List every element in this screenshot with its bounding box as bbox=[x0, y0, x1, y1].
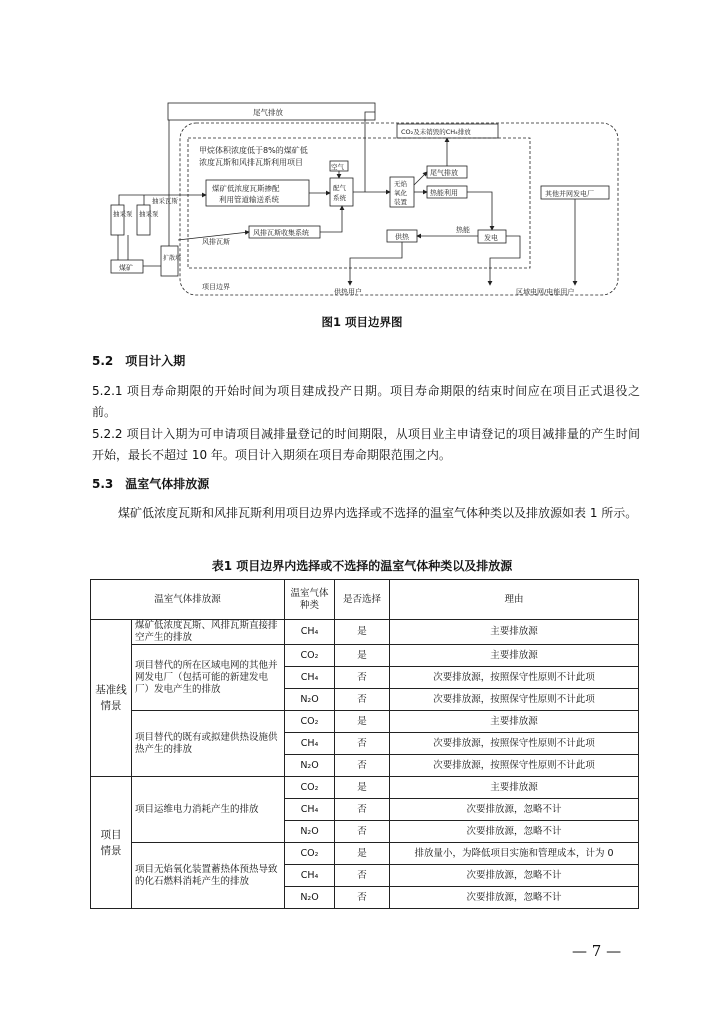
project-scenario-cell: 项目 情景 bbox=[91, 777, 132, 909]
mixing-label-2: 系统 bbox=[333, 194, 346, 202]
header-reason: 理由 bbox=[390, 580, 639, 620]
grid-plant-label: 其他并网发电厂 bbox=[545, 190, 594, 198]
thermal-oxidizer-label-1: 无焰 bbox=[394, 180, 407, 188]
tail-gas-label: 尾气排放 bbox=[430, 169, 458, 177]
reason-cell: 次要排放源，按照保守性原则不计此项 bbox=[390, 733, 639, 755]
fan-label: 扩散塔 bbox=[163, 255, 182, 262]
source-cell: 项目运维电力消耗产生的排放 bbox=[132, 777, 285, 843]
selected-cell: 否 bbox=[335, 755, 390, 777]
gas-cell: CO₂ bbox=[285, 777, 335, 799]
reason-cell: 主要排放源 bbox=[390, 777, 639, 799]
source-cell: 煤矿低浓度瓦斯、风排瓦斯直接排空产生的排放 bbox=[132, 620, 285, 645]
gas-blend-label-1: 煤矿低浓度瓦斯掺配 bbox=[212, 184, 280, 193]
selected-cell: 是 bbox=[335, 843, 390, 865]
low-conc-gas-label: 抽采瓦斯 bbox=[152, 197, 178, 205]
reason-cell: 次要排放源，忽略不计 bbox=[390, 821, 639, 843]
gas-cell: CH₄ bbox=[285, 620, 335, 645]
thermal-oxidizer-label-2: 氧化 bbox=[394, 189, 407, 197]
reason-cell: 主要排放源 bbox=[390, 711, 639, 733]
gas-cell: N₂O bbox=[285, 821, 335, 843]
header-source: 温室气体排放源 bbox=[91, 580, 285, 620]
emission-source-table bbox=[90, 579, 639, 909]
source-cell: 项目替代的所在区域电网的其他并网发电厂（包括可能的新建发电厂）发电产生的排放 bbox=[132, 645, 285, 711]
gas-cell: CO₂ bbox=[285, 711, 335, 733]
gas-cell: CO₂ bbox=[285, 843, 335, 865]
section-5-2-title: 5.2 项目计入期 bbox=[92, 354, 186, 368]
co2-emission-label: CO₂及未销毁的CH₄排放 bbox=[401, 128, 471, 136]
section-5-3-title: 5.3 温室气体排放源 bbox=[92, 477, 210, 491]
project-boundary-diagram bbox=[0, 0, 724, 310]
gas-cell: N₂O bbox=[285, 755, 335, 777]
gas-cell: CH₄ bbox=[285, 733, 335, 755]
reason-cell: 次要排放源，按照保守性原则不计此项 bbox=[390, 689, 639, 711]
reason-cell: 主要排放源 bbox=[390, 645, 639, 667]
gas-cell: CH₄ bbox=[285, 667, 335, 689]
header-gas: 温室气体 种类 bbox=[285, 580, 335, 620]
thermal-oxidizer-label-3: 装置 bbox=[394, 198, 407, 206]
reason-cell: 次要排放源，按照保守性原则不计此项 bbox=[390, 755, 639, 777]
extraction-pump-2-label: 抽采泵 bbox=[139, 210, 159, 218]
figure-caption: 图1 项目边界图 bbox=[321, 315, 403, 329]
extraction-pump-1-label: 抽采泵 bbox=[113, 210, 133, 218]
paragraph-5-2-2: 5.2.2 项目计入期为可申请项目减排量登记的时间期限，从项目业主申请登记的项目减排量的产生时间开始，最长不超过 10 年。项目计入期须在项目寿命期限范围之内。 bbox=[92, 427, 640, 462]
selected-cell: 是 bbox=[335, 645, 390, 667]
air-label: 空气 bbox=[331, 163, 344, 171]
reason-cell: 排放量小，为降低项目实施和管理成本，计为 0 bbox=[390, 843, 639, 865]
selected-cell: 否 bbox=[335, 689, 390, 711]
heat-users-label: 供热用户 bbox=[334, 288, 362, 296]
table-row bbox=[91, 620, 639, 645]
source-cell: 项目替代的既有或拟建供热设施供热产生的排放 bbox=[132, 711, 285, 777]
selected-cell: 否 bbox=[335, 865, 390, 887]
selected-cell: 否 bbox=[335, 821, 390, 843]
steam-label: 热能 bbox=[456, 226, 470, 234]
project-title-line-2: 浓度瓦斯和风排瓦斯利用项目 bbox=[199, 158, 303, 167]
selected-cell: 是 bbox=[335, 711, 390, 733]
baseline-scenario-cell: 基准线 情景 bbox=[91, 620, 132, 777]
selected-cell: 否 bbox=[335, 733, 390, 755]
vam-system-label: 风排瓦斯收集系统 bbox=[253, 229, 309, 237]
selected-cell: 是 bbox=[335, 620, 390, 645]
grid-users-label: 区域电网/电能用户 bbox=[516, 288, 575, 296]
selected-cell: 否 bbox=[335, 799, 390, 821]
boundary-label: 项目边界 bbox=[202, 283, 230, 291]
page-number: — 7 — bbox=[572, 942, 622, 960]
reason-cell: 次要排放源，忽略不计 bbox=[390, 799, 639, 821]
gas-cell: CH₄ bbox=[285, 799, 335, 821]
heat-supply-label: 供热 bbox=[395, 233, 409, 241]
gas-cell: N₂O bbox=[285, 887, 335, 909]
paragraph-5-2-1: 5.2.1 项目寿命期限的开始时间为项目建成投产日期。项目寿命期限的结束时间应在项目正式退役之前。 bbox=[92, 384, 640, 419]
project-title-line-1: 甲烷体积浓度低于8%的煤矿低 bbox=[199, 146, 308, 155]
mixing-label-1: 配气 bbox=[333, 184, 346, 192]
table-row bbox=[91, 711, 639, 733]
source-cell: 项目无焰氧化装置蓄热体预热导致的化石燃料消耗产生的排放 bbox=[132, 843, 285, 909]
ventilation-air-label: 风排瓦斯 bbox=[202, 238, 230, 246]
reason-cell: 次要排放源，忽略不计 bbox=[390, 887, 639, 909]
selected-cell: 否 bbox=[335, 887, 390, 909]
table-caption: 表1 项目边界内选择或不选择的温室气体种类以及排放源 bbox=[211, 559, 513, 573]
reason-cell: 次要排放源，按照保守性原则不计此项 bbox=[390, 667, 639, 689]
reason-cell: 主要排放源 bbox=[390, 620, 639, 645]
heat-use-label: 热能利用 bbox=[430, 189, 458, 197]
table-row bbox=[91, 777, 639, 799]
power-gen-label: 发电 bbox=[484, 234, 498, 242]
reason-cell: 次要排放源，忽略不计 bbox=[390, 865, 639, 887]
paragraph-5-3: 煤矿低浓度瓦斯和风排瓦斯利用项目边界内选择或不选择的温室气体种类以及排放源如表 1 所示。 bbox=[118, 506, 638, 520]
gas-cell: CO₂ bbox=[285, 645, 335, 667]
flare-label: 尾气排放 bbox=[253, 108, 283, 117]
gas-blend-label-2: 利用管道输送系统 bbox=[219, 195, 279, 204]
gas-cell: N₂O bbox=[285, 689, 335, 711]
table-row bbox=[91, 843, 639, 865]
gas-cell: CH₄ bbox=[285, 865, 335, 887]
header-selected: 是否选择 bbox=[335, 580, 390, 620]
coal-mine-label: 煤矿 bbox=[119, 264, 133, 272]
selected-cell: 是 bbox=[335, 777, 390, 799]
table-header-row bbox=[91, 580, 639, 620]
table-row bbox=[91, 645, 639, 667]
selected-cell: 否 bbox=[335, 667, 390, 689]
